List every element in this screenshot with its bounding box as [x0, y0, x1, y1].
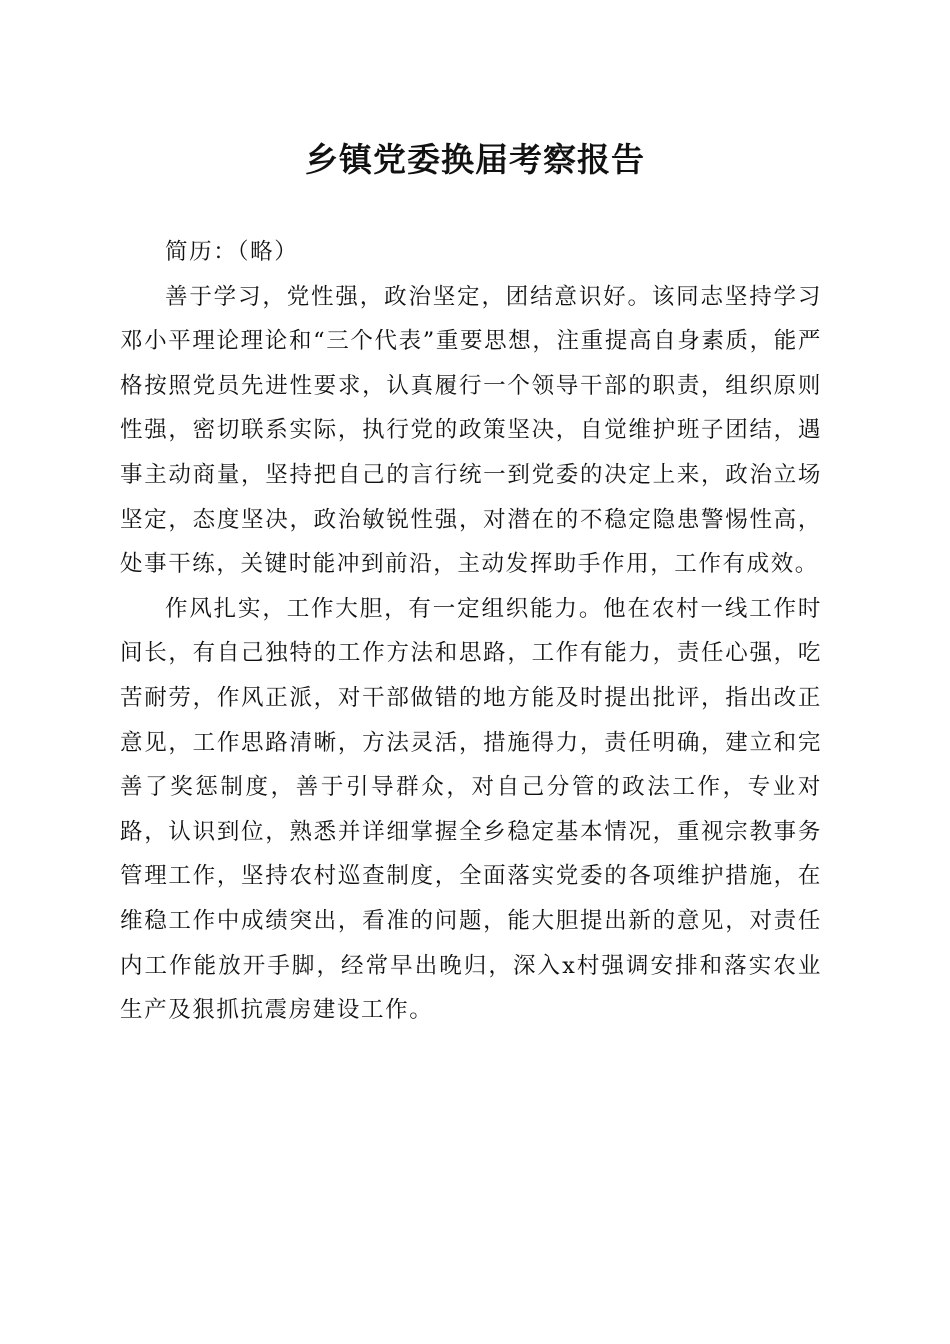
body-paragraph-politics: 善于学习，党性强，政治坚定，团结意识好。该同志坚持学习邓小平理论理论和“三个代表”重要思想，注重提高自身素质，能严格按照党员先进性要求，认真履行一个领导干部的职责，组织原则性强，密切联系实际，执行党的政策坚决，自觉维护班子团结，遇事主动商量，坚持把自己的言行统一到党委的决定上来，政治立场坚定，态度坚决，政治敏锐性强，对潜在的不稳定隐患警惕性高，处事干练，关键时能冲到前沿，主动发挥助手作用，工作有成效。 — [120, 283, 822, 578]
body-paragraph-work-style: 作风扎实，工作大胆，有一定组织能力。他在农村一线工作时间长，有自己独特的工作方法和思路，工作有能力，责任心强，吃苦耐劳，作风正派，对干部做错的地方能及时提出批评，指出改正意见，工作思路清晰，方法灵活，措施得力，责任明确，建立和完善了奖惩制度，善于引导群众，对自己分管的政法工作，专业对路，认识到位，熟悉并详细掌握全乡稳定基本情况，重视宗教事务管理工作，坚持农村巡查制度，全面落实党委的各项维护措施，在维稳工作中成绩突出，看准的问题，能大胆提出新的意见，对责任内工作能放开手脚，经常早出晚归，深入x村强调安排和落实农业生产及狠抓抗震房建设工作。 — [120, 595, 822, 1024]
resume-paragraph: 简历：（略） — [165, 239, 299, 265]
document-title: 乡镇党委换届考察报告 — [305, 140, 645, 179]
document-body — [120, 230, 822, 1033]
